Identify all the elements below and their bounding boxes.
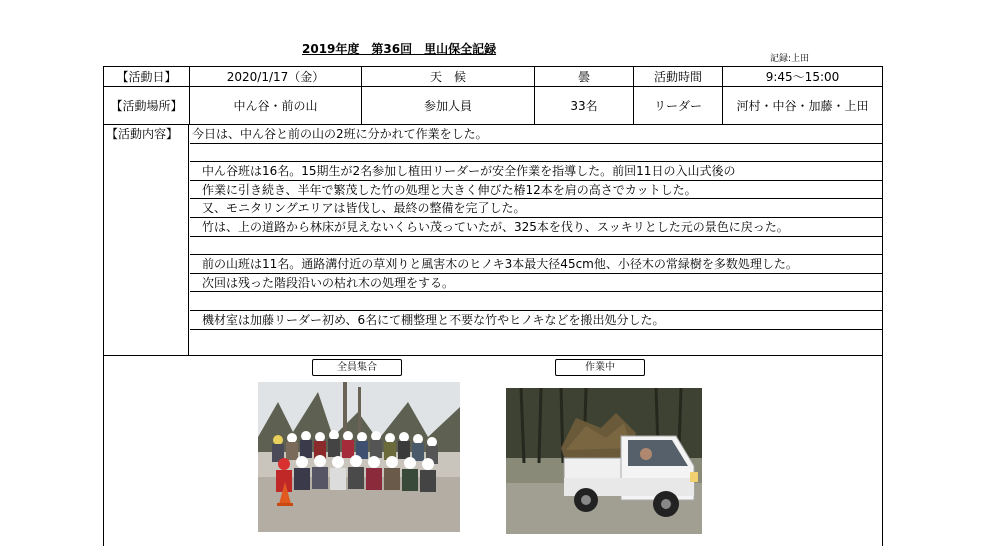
record-sheet [103,66,883,546]
info-row-place [104,87,882,125]
photo-caption-group: 全員集合 [312,359,402,376]
record-title: 2019年度 第36回 里山保全記録 [302,42,497,56]
weather-value: 曇 [535,67,634,86]
group-photo [258,382,460,532]
work-photo [506,388,702,534]
content-label: 【活動内容】 [104,125,189,355]
weather-label: 天 候 [362,67,535,86]
content-line: 中ん谷班は16名。15期生が2名参加し植田リーダーが安全作業を指導した。前回11日の入山式後の [190,162,882,181]
date-label: 【活動日】 [104,67,190,86]
date-value: 2020/1/17（金） [190,67,362,86]
content-line [190,144,882,163]
photo-caption-work: 作業中 [555,359,645,376]
leader-value: 河村・中谷・加藤・上田 [736,99,869,113]
content-lines [190,125,882,348]
content-line: 機材室は加藤リーダー初め、6名にて棚整理と不要な竹やヒノキなどを搬出処分した。 [190,311,882,330]
participants-value: 33名 [535,87,634,124]
recorder-name: 記録:上田 [770,54,810,64]
content-line [190,330,882,349]
leader-label: リーダー [634,87,723,124]
content-bottom-rule [104,355,882,356]
content-line [190,292,882,311]
participants-label: 参加人員 [362,87,535,124]
content-line: 又、モニタリングエリアは皆伐し、最終の整備を完了した。 [190,199,882,218]
time-label: 活動時間 [634,67,723,86]
content-line: 今日は、中ん谷と前の山の2班に分かれて作業をした。 [190,125,882,144]
content-line: 次回は残った階段沿いの枯れ木の処理をする。 [190,274,882,293]
content-line: 前の山班は11名。通路溝付近の草刈りと風害木のヒノキ3本最大径45cm他、小径木の常緑樹を多数処理した。 [190,255,882,274]
place-value: 中ん谷・前の山 [190,87,362,124]
time-value: 9:45〜15:00 [765,70,840,84]
content-line: 作業に引き続き、半年で繁茂した竹の処理と大きく伸びた椿12本を肩の高さでカットした。 [190,181,882,200]
content-line: 竹は、上の道路から林床が見えないくらい茂っていたが、325本を伐り、スッキリとした元の景色に戻った。 [190,218,882,237]
place-label: 【活動場所】 [104,87,190,124]
info-row-date [104,67,882,87]
content-line [190,237,882,256]
